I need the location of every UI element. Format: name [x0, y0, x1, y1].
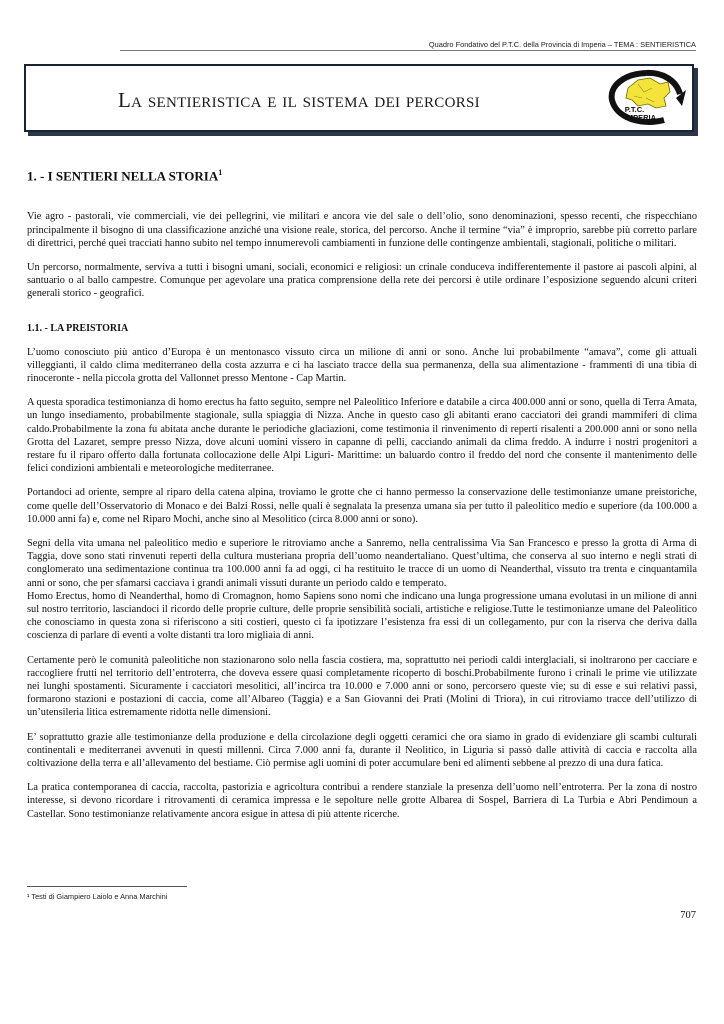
paragraph: Homo Erectus, homo di Neanderthal, homo di Cromagnon, homo Sapiens sono nomi che indicano una lunga progressione umana evolutasi in un milione di anni sul nostro territorio, lasciandoci il ricordo delle proprie culture, delle proprie sensibilità sociali, artistiche e religiose.Tutte le testimonianze umane del Paleolitico che conosciamo in questa zona si riferiscono a siti costieri, questo ci fa ipotizzare l’esistenza fra essi di un collegamento, pur con la riserva che deriva dalla coscienza di parlare di eventi a volte distanti tra loro migliaia di anni. [27, 590, 697, 642]
logo-text-ptc: P.T.C. [624, 105, 645, 114]
paragraph: Portandoci ad oriente, sempre al riparo della catena alpina, troviamo le grotte che ci hanno permesso la conservazione delle testimonianze umane preistoriche, come quelle dell’Osservatorio di Monaco e dei Balzi Rossi, nelle quali è segnalata la presenza umana sia per tutto il paleolitico medio e superiore (da 100.000 a 10.000 anni fa) e, come nel Riparo Mochi, anche sino al Mesolitico (circa 8.000 anni or sono). [27, 487, 697, 525]
running-header: Quadro Fondativo del P.T.C. della Provincia di Imperia – TEMA : SENTIERISTICA [120, 40, 696, 51]
subsection-title: 1.1. - LA PREISTORIA [27, 322, 129, 334]
paragraph: A questa sporadica testimonianza di homo erectus ha fatto seguito, sempre nel Paleolitico Inferiore e databile a circa 400.000 anni or sono, quella di Terra Amata, un lungo insediamento, probabilmente stagionale, sulla spiaggia di Nizza. Anche in questo caso gli abitanti erano cacciatori dei grandi mammiferi di clima caldo.Probabilmente la zona fu abitata anche durante le periodiche glaciazioni, come testimonia il rinvenimento di reperti risalenti a 200.000 anni or sono nella Grotta del Lazaret, sempre presso Nizza, dove alcuni uomini vissero in capanne di pelli, cacciando animali da clima freddo. A indurre i nostri progenitori a restare fu il riparo offerto dalla fortunata collocazione delle Alpi Liguri- Marittime: un baluardo contro il freddo del nord che consente il mantenimento delle felici condizioni ambientali e meteorologiche mediterranee. [27, 397, 697, 475]
footnote: ¹ Testi di Giampiero Laiolo e Anna Marchini [27, 892, 168, 901]
title-banner [24, 64, 694, 132]
paragraph: Segni della vita umana nel paleolitico medio e superiore le ritroviamo anche a Sanremo, nella centralissima Via San Francesco e presso la grotta di Arma di Taggia, dove sono stati rinvenuti reperti della cultura musteriana propria dell’uomo neandertaliano. Quest’ultima, che conserva al suo interno e negli strati di conglomerato una sedimentazione continua tra 100.000 anni fa ad oggi, ci ha restituito le tracce di un uomo di Neanderthal, vissuto tra trenta e cinquantamila anni or sono, che per sfamarsi cacciava i grandi animali vissuti durante un periodo caldo e temperato. [27, 537, 697, 589]
document-body [27, 168, 697, 832]
paragraph: La pratica contemporanea di caccia, raccolta, pastorizia e agricoltura contribuì a rendere stanziale la presenza dell’uomo nell’entroterra. Per la zona di nostro interesse, si devono ricordare i ritrovamenti di ceramica impressa e le sepolture nelle grotte Albarea di Sospel, Barriera di La Turbia e Abri Pendimoun a Castellar. Sono testimonianze relativamente ancora esigue in attesa di più attente ricerche. [27, 782, 697, 820]
logo-text [625, 106, 656, 121]
banner-title: La sentieristica e il sistema dei percorsi [118, 88, 480, 112]
footnote-divider [27, 886, 187, 887]
paragraph: Un percorso, normalmente, serviva a tutti i bisogni umani, sociali, economici e religiosi: un crinale conduceva indifferentemente il pastore ai pascoli alpini, al santuario o al ballo campestre. Comunque per agevolare una pratica comprensione della rete dei percorsi è utile ordinare l’esposizione seguendo alcuni criteri generali storico - geografici. [27, 261, 697, 300]
footnote-ref[interactable]: 1 [218, 168, 223, 177]
logo-text-imperia: IMPERIA [624, 112, 656, 122]
paragraph: L’uomo conosciuto più antico d’Europa è un mentonasco vissuto circa un milione di anni or sono. Anche lui probabilmente “amava”, come gli attuali villeggianti, il caldo clima mediterraneo della costa azzurra e ci ha lasciato tracce della sua permanenza, della sua alimentazione - frammenti di una tibia di rinoceronte - nella piccola grotta del Vallonnet presso Mentone - Cap Martin. [27, 346, 697, 384]
paragraph: E’ soprattutto grazie alle testimonianze della produzione e della circolazione degli oggetti ceramici che ora siamo in grado di evidenziare gli scambi culturali continentali e mediterranei avvenuti in questi millenni. Circa 7.000 anni fa, durante il Neolitico, in Liguria si passò dalle attività di caccia e raccolta alla coltivazione della terra e all’allevamento del bestiame. Ciò permise agli uomini di poter accumulare beni ed alimenti sebbene al prezzo di una dura fatica. [27, 731, 697, 770]
page-number: 707 [680, 910, 696, 921]
paragraph: Certamente però le comunità paleolitiche non stazionarono solo nella fascia costiera, ma, soprattutto nei periodi caldi interglaciali, si inoltrarono per cacciare e raccogliere frutti nel territorio dell’entroterra, che doveva essere quasi completamente ricoperto di boschi.Probabilmente furono i crinali le prime vie utilizzate nei lunghi spostamenti. Sicuramente i cacciatori mesolitici, all’incirca tra 10.000 e 7.000 anni or sono, percorsero queste vie; su di esse e sui relativi passi, formarono stazioni e postazioni di caccia, come all’Albareo (Taggia) e a San Giovanni dei Prati (Molini di Triora), in cui ritroviamo tracce dell’utilizzo di un’utensileria litica estremamente ridotta nelle dimensioni. [27, 654, 697, 719]
section-heading [27, 168, 697, 184]
paragraph: Vie agro - pastorali, vie commerciali, vie dei pellegrini, vie militari e ancora vie del sale o dell’olio, sono denominazioni, spesso recenti, che rispecchiano principalmente il bisogno di una classificazione anziché una visione reale, storica, del percorso. Anche il termine “via” è improprio, sarebbe più corretto parlare di direttrici, perché quei tracciati hanno subito nel tempo innumerevoli cambiamenti in funzione delle contingenze ambientali, stagionali, politiche o militari. [27, 211, 697, 249]
section-title: 1. - I SENTIERI NELLA STORIA [27, 168, 219, 184]
